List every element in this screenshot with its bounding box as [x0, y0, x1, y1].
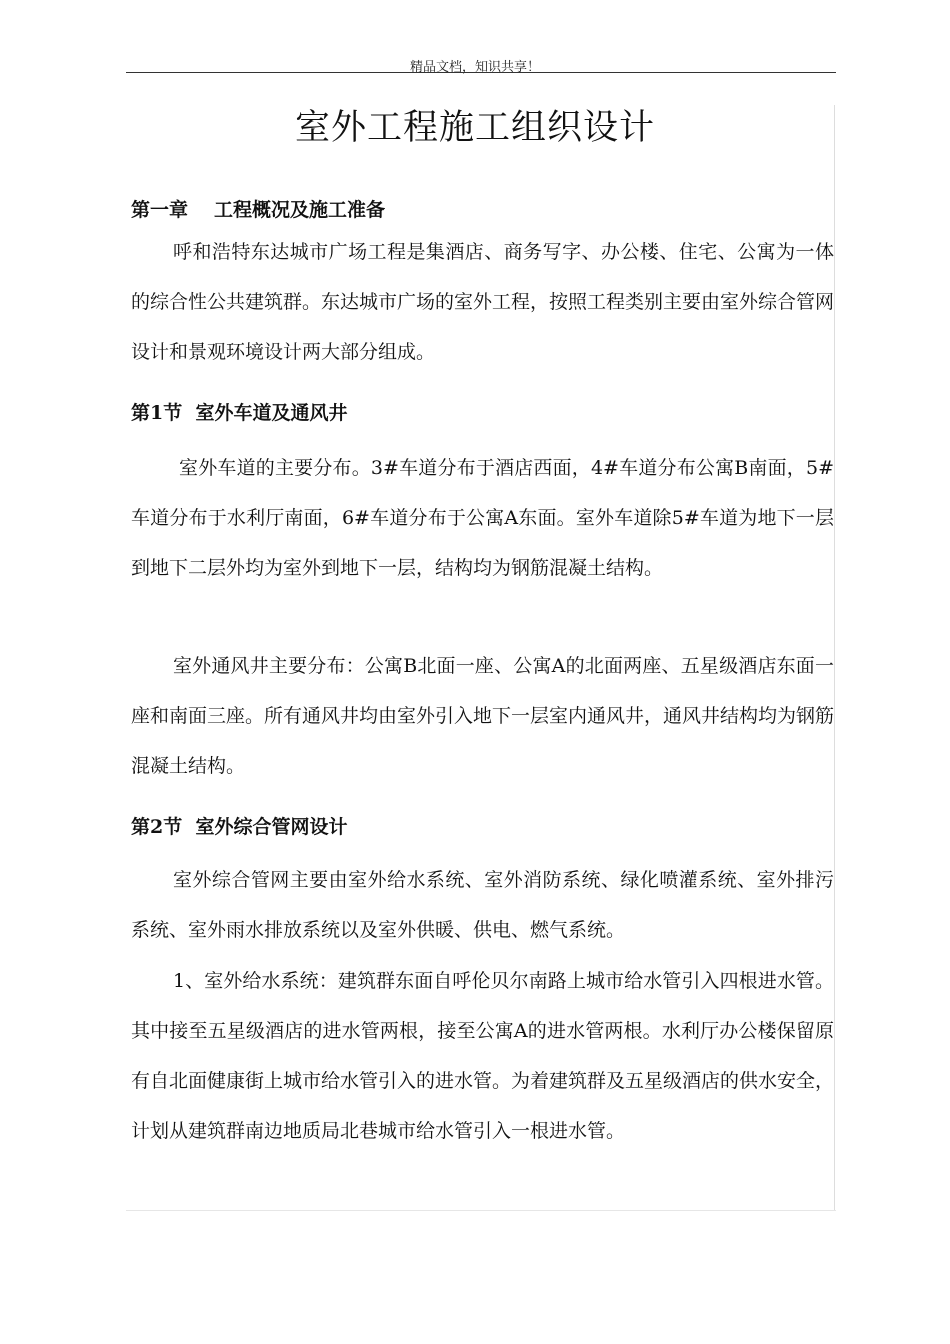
section1-paragraph: 室外通风井主要分布：公寓B北面一座、公寓A的北面两座、五星级酒店东面一座和南面三座。所有通风井均由室外引入地下一层室内通风井，通风井结构均为钢筋混凝土结构。 [131, 655, 835, 777]
section2-paragraph: 室外综合管网主要由室外给水系统、室外消防系统、绿化喷灌系统、室外排污系统、室外雨水排放系统以及室外供暖、供电、燃气系统。 [131, 869, 834, 941]
section2-heading: 第2节 室外综合管网设计 [131, 816, 348, 838]
chapter-heading [131, 195, 385, 222]
bottom-margin-line [126, 1210, 836, 1211]
section1-paragraph: 室外车道的主要分布。3#车道分布于酒店西面，4#车道分布公寓B南面，5#车道分布于水利厅南面，6#车道分布于公寓A东面。室外车道除5#车道为地下一层到地下二层外均为室外到地下一层，结构均为钢筋混凝土结构。 [131, 457, 834, 579]
right-margin-line [834, 105, 835, 1210]
chapter-number: 第一章 [131, 199, 189, 221]
header-text: 精品文档，知识共享！ [409, 60, 540, 75]
section1-heading: 第1节 室外车道及通风井 [131, 402, 348, 424]
intro-paragraph: 呼和浩特东达城市广场工程是集酒店、商务写字、办公楼、住宅、公寓为一体的综合性公共建筑群。东达城市广场的室外工程，按照工程类别主要由室外综合管网设计和景观环境设计两大部分组成。 [131, 241, 835, 363]
section2-paragraph: 1、室外给水系统：建筑群东面自呼伦贝尔南路上城市给水管引入四根进水管。其中接至五星级酒店的进水管两根，接至公寓A的进水管两根。水利厅办公楼保留原有自北面健康街上城市给水管引入的进水管。为着建筑群及五星级酒店的供水安全，计划从建筑群南边地质局北巷城市给水管引入一根进水管。 [131, 970, 835, 1142]
document-title: 室外工程施工组织设计 [294, 108, 655, 148]
header-divider [126, 72, 836, 73]
chapter-title: 工程概况及施工准备 [214, 199, 386, 221]
